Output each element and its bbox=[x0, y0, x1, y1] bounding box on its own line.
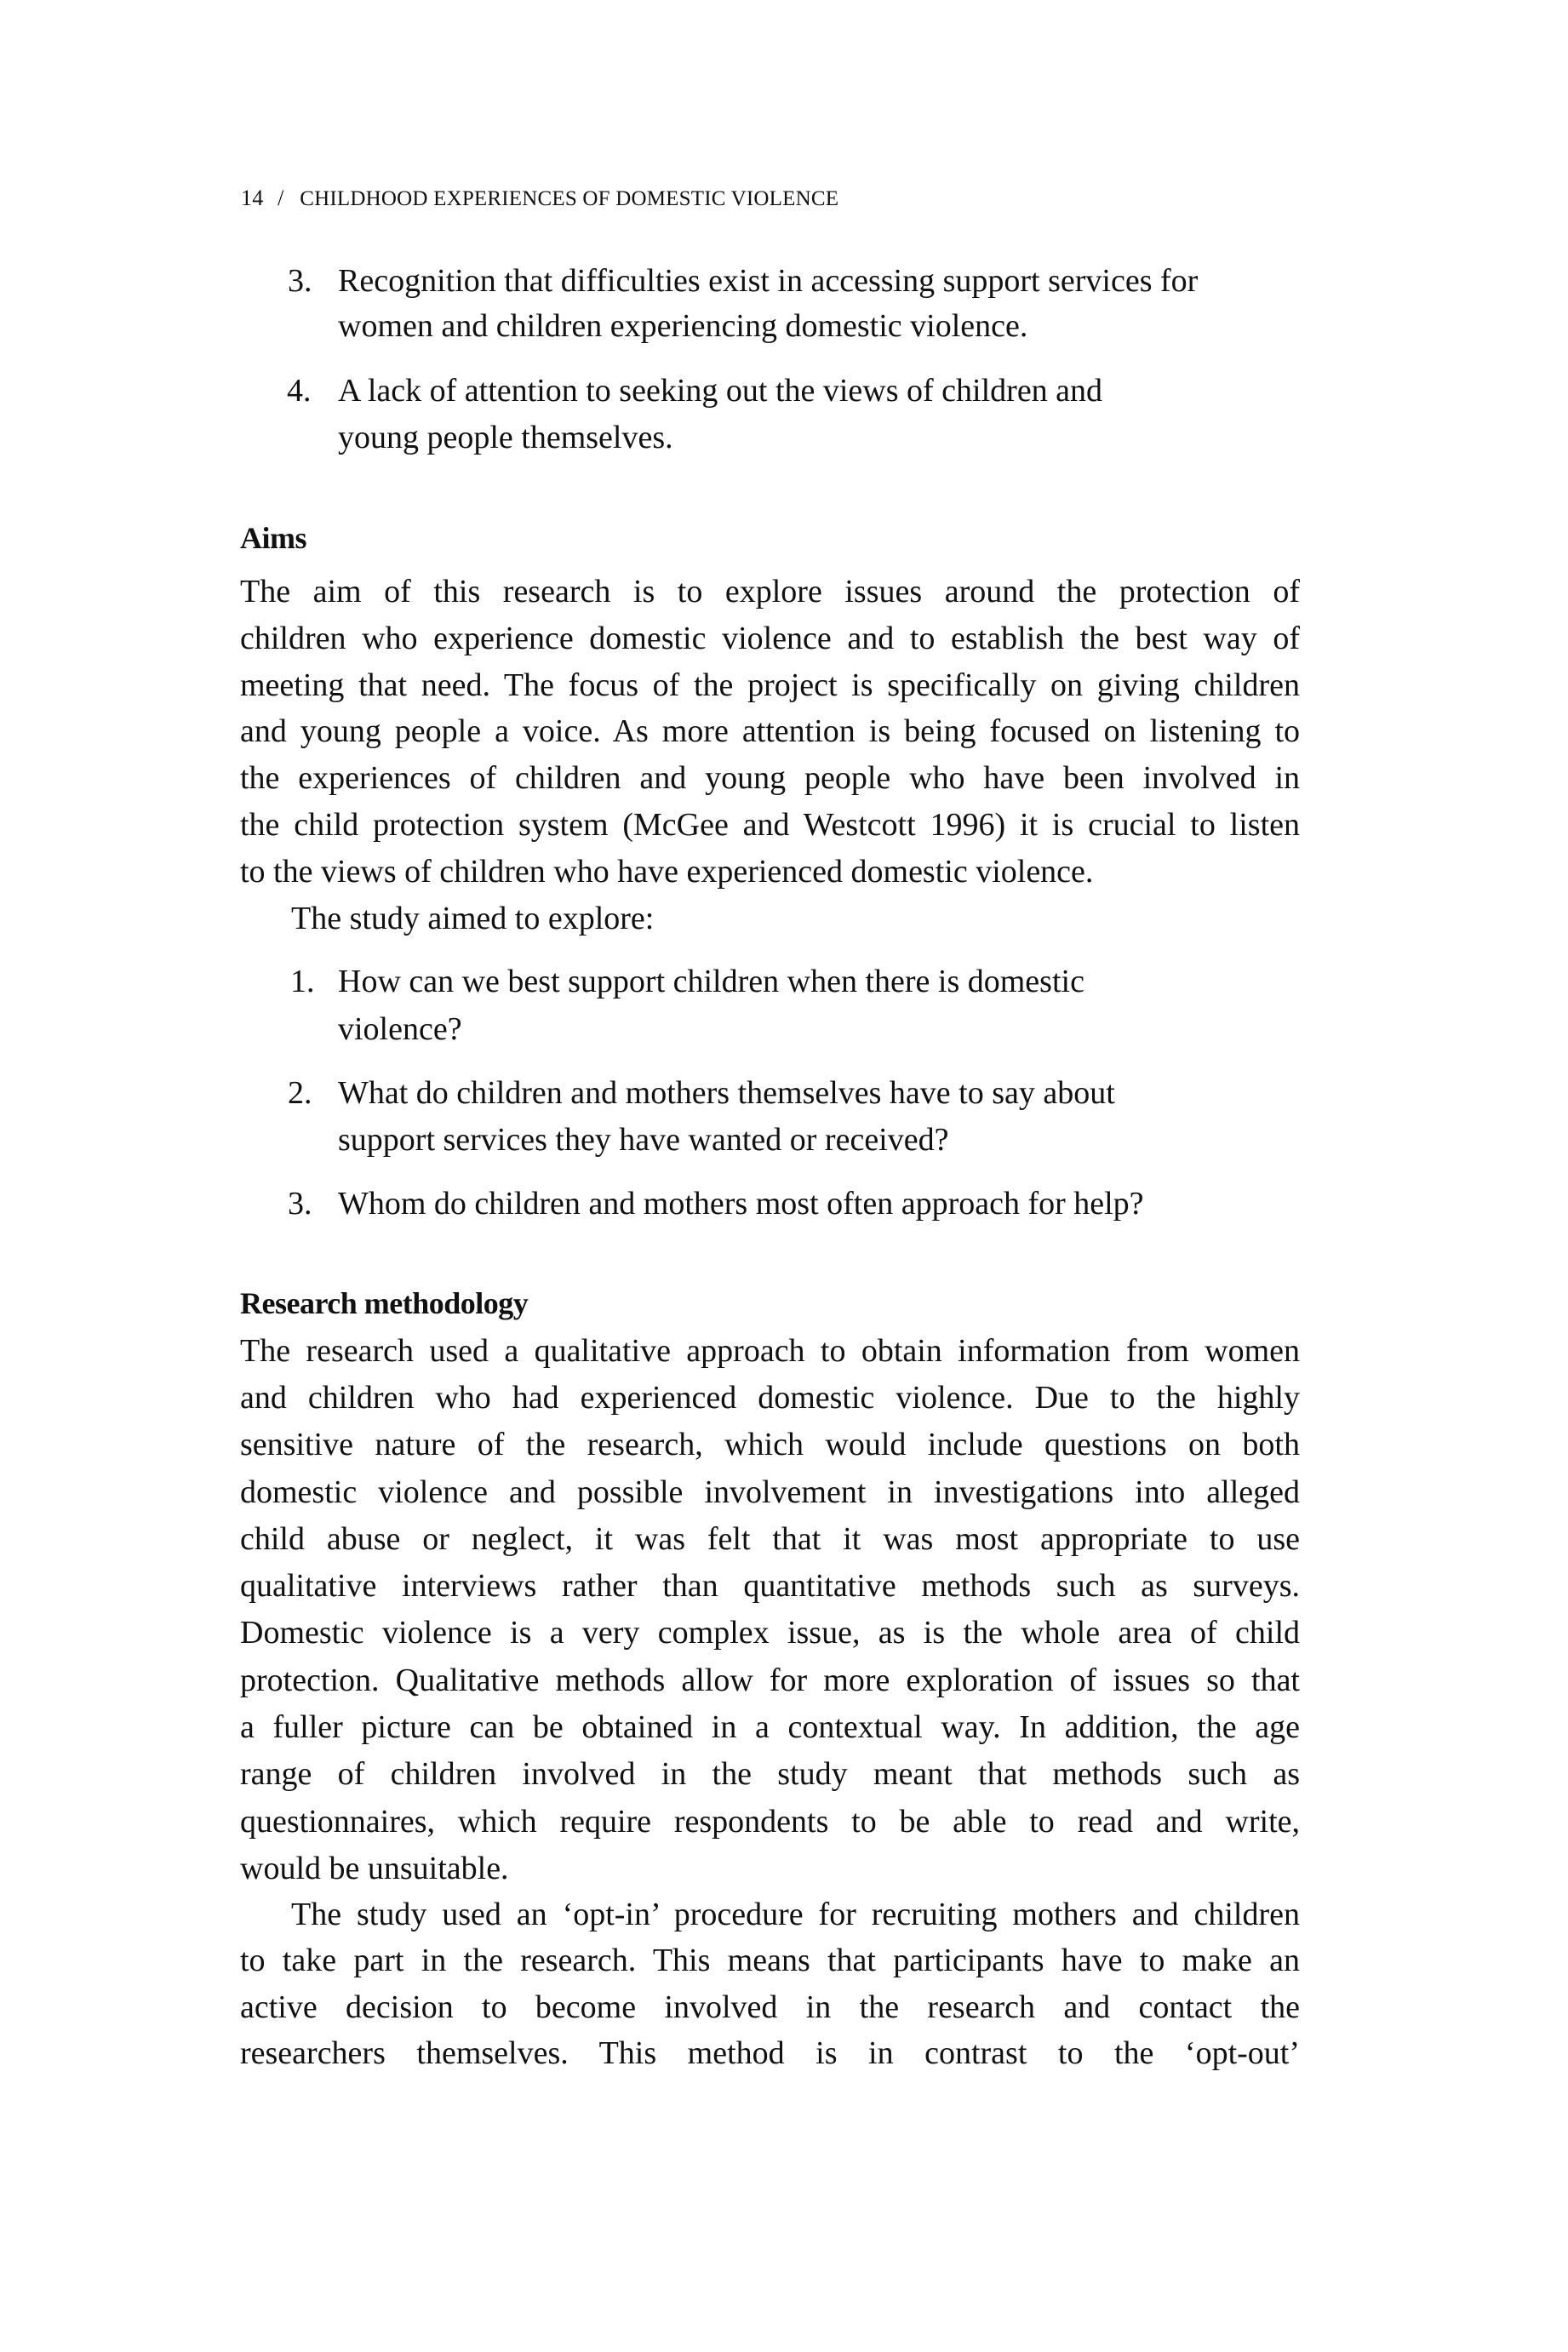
list-item-text-line: women and children experiencing domestic violence. bbox=[338, 308, 1028, 344]
list-number: 3. bbox=[288, 1186, 312, 1222]
paragraph-line: would be unsuitable. bbox=[240, 1851, 509, 1886]
list-item-text-line: What do children and mothers themselves have to say about bbox=[338, 1075, 1115, 1111]
paragraph-line: child abuse or neglect, it was felt that it was most appropriate to use bbox=[240, 1521, 1300, 1557]
paragraph-line: researchers themselves. This method is in contrast to the ‘opt-out’ bbox=[240, 2035, 1300, 2071]
paragraph-line: domestic violence and possible involvement in investigations into alleged bbox=[240, 1474, 1300, 1510]
paragraph-line: children who experience domestic violence and to establish the best way of bbox=[240, 621, 1300, 656]
paragraph-line: meeting that need. The focus of the project is specifically on giving children bbox=[240, 667, 1300, 703]
paragraph-line: to take part in the research. This means that participants have to make an bbox=[240, 1943, 1300, 1978]
paragraph-line: and children who had experienced domestic violence. Due to the highly bbox=[240, 1380, 1300, 1416]
list-number: 4. bbox=[287, 373, 312, 409]
aims-lead-in: The study aimed to explore: bbox=[291, 901, 655, 936]
section-heading-research-methodology: Research methodology bbox=[240, 1286, 529, 1320]
paragraph-line: qualitative interviews rather than quantitative methods such as surveys. bbox=[240, 1568, 1300, 1604]
list-item-text-line: violence? bbox=[338, 1011, 462, 1047]
list-item-text-line: A lack of attention to seeking out the views of children and bbox=[338, 373, 1103, 409]
running-head bbox=[241, 186, 838, 211]
paragraph-line: questionnaires, which require respondents to be able to read and write, bbox=[240, 1804, 1300, 1840]
list-number: 3. bbox=[288, 263, 312, 299]
paragraph-line: the child protection system (McGee and Westcott 1996) it is crucial to listen bbox=[240, 807, 1300, 843]
paragraph-line: protection. Qualitative methods allow for more exploration of issues so that bbox=[240, 1662, 1300, 1698]
list-number: 2. bbox=[288, 1075, 312, 1111]
paragraph-line: The study used an ‘opt-in’ procedure for recruiting mothers and children bbox=[291, 1897, 1300, 1932]
paragraph-line: and young people a voice. As more attention is being focused on listening to bbox=[240, 713, 1300, 749]
page-number: 14 bbox=[241, 186, 264, 210]
list-item-text-line: How can we best support children when there is domestic bbox=[338, 964, 1084, 999]
paragraph-line: Domestic violence is a very complex issue, as is the whole area of child bbox=[240, 1615, 1300, 1651]
list-item-text-line: Whom do children and mothers most often approach for help? bbox=[338, 1186, 1144, 1222]
running-head-separator: / bbox=[278, 186, 284, 210]
paragraph-line: sensitive nature of the research, which would include questions on both bbox=[240, 1427, 1300, 1462]
list-item-text-line: support services they have wanted or received? bbox=[338, 1122, 949, 1158]
paragraph-line: active decision to become involved in the research and contact the bbox=[240, 1989, 1300, 2025]
paragraph-line: a fuller picture can be obtained in a contextual way. In addition, the age bbox=[240, 1709, 1300, 1745]
paragraph-line: the experiences of children and young people who have been involved in bbox=[240, 760, 1300, 796]
paragraph-line: to the views of children who have experienced domestic violence. bbox=[240, 854, 1094, 890]
paragraph-line: The research used a qualitative approach to obtain information from women bbox=[240, 1333, 1300, 1369]
list-item-text-line: Recognition that difficulties exist in accessing support services for bbox=[338, 263, 1199, 299]
list-item-text-line: young people themselves. bbox=[338, 420, 673, 455]
running-head-title: CHILDHOOD EXPERIENCES OF DOMESTIC VIOLENCE bbox=[300, 187, 839, 210]
section-heading-aims: Aims bbox=[240, 521, 306, 555]
list-number: 1. bbox=[290, 964, 315, 999]
paragraph-line: range of children involved in the study meant that methods such as bbox=[240, 1756, 1300, 1792]
paragraph-line: The aim of this research is to explore issues around the protection of bbox=[240, 574, 1300, 609]
